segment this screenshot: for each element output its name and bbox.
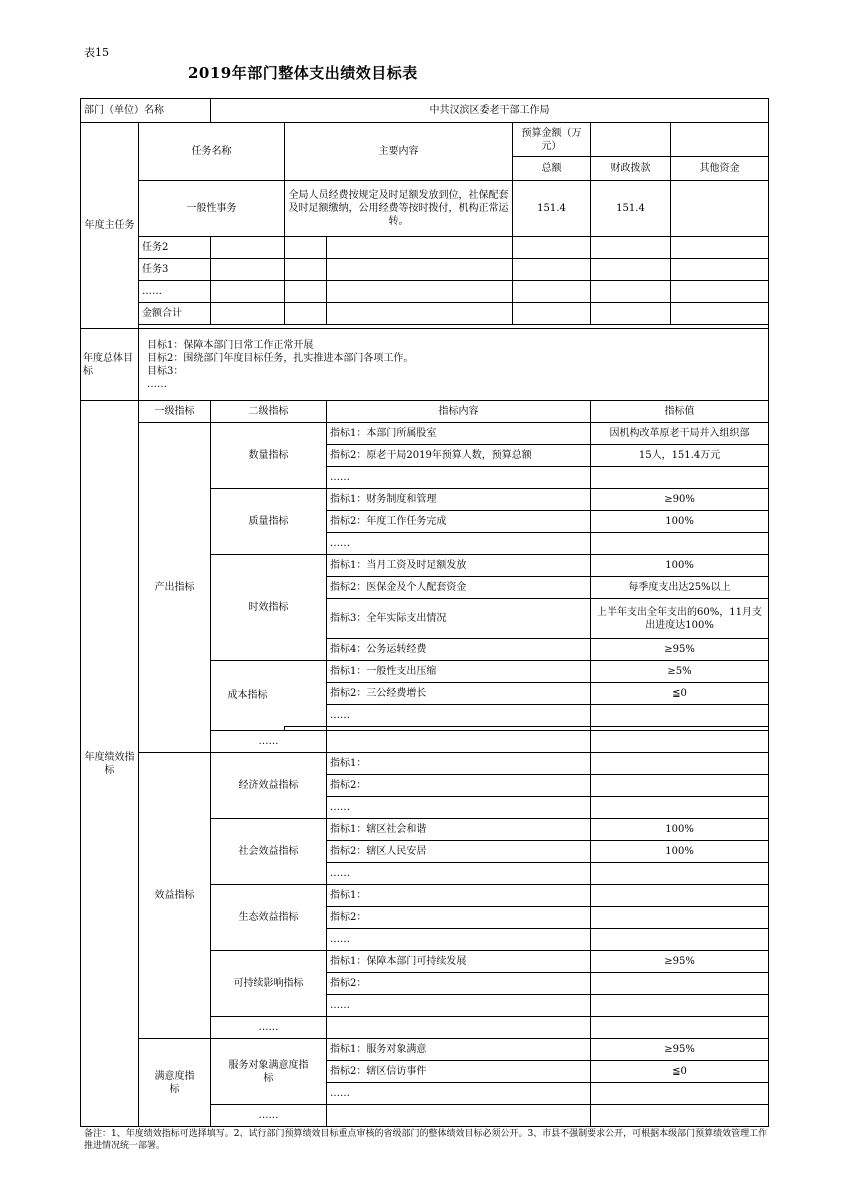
satisfaction-value-2: ≦0: [591, 1061, 769, 1083]
satisfaction-item-1: 指标1：服务对象满意: [327, 1039, 591, 1061]
timeliness-indicator: 时效指标: [211, 555, 327, 661]
quality-item-2: 指标2：年度工作任务完成: [327, 511, 591, 533]
cost-indicator: 成本指标: [211, 661, 285, 731]
satisfaction-indicator: 满意度指标: [139, 1039, 211, 1127]
quality-value-2: 100%: [591, 511, 769, 533]
level1-header: 一级指标: [139, 401, 211, 423]
level2-header: 二级指标: [211, 401, 327, 423]
timeliness-item-2: 指标2：医保金及个人配套资金: [327, 577, 591, 599]
quantity-item-2: 指标2：原老干局2019年预算人数，预算总额: [327, 445, 591, 467]
task-1-name: 一般性事务: [139, 181, 285, 237]
timeliness-item-3: 指标3：全年实际支出情况: [327, 599, 591, 639]
timeliness-value-2: 每季度支出达25%以上: [591, 577, 769, 599]
ecological-more: ……: [327, 929, 591, 951]
timeliness-value-4: ≥95%: [591, 639, 769, 661]
budget-header: 预算金额（万元）: [513, 123, 591, 157]
benefit-more: ……: [211, 1017, 327, 1039]
ecological-indicator: 生态效益指标: [211, 885, 327, 951]
timeliness-value-1: 100%: [591, 555, 769, 577]
task-2-label: 任务2: [139, 237, 211, 259]
economic-indicator: 经济效益指标: [211, 753, 327, 819]
satisfaction-more: ……: [327, 1083, 591, 1105]
quantity-value-2: 15人，151.4万元: [591, 445, 769, 467]
task-1-fiscal: 151.4: [591, 181, 671, 237]
satisfaction-item-2: 指标2：辖区信访事件: [327, 1061, 591, 1083]
social-more: ……: [327, 863, 591, 885]
satisfaction-value-1: ≥95%: [591, 1039, 769, 1061]
table-number: 表15: [84, 46, 109, 59]
timeliness-value-3: 上半年支出全年支出的60%，11月支出进度达100%: [591, 599, 769, 639]
cost-item-2: 指标2：三公经费增长: [327, 683, 591, 705]
dept-label: 部门（单位）名称: [81, 99, 211, 123]
cost-item-1: 指标1：一般性支出压缩: [327, 661, 591, 683]
dept-value: 中共汉滨区委老干部工作局: [211, 99, 769, 123]
other-header: 其他资金: [671, 157, 769, 181]
value-header: 指标值: [591, 401, 769, 423]
task-more: ……: [139, 281, 211, 303]
quality-value-1: ≥90%: [591, 489, 769, 511]
task-1-content: 全局人员经费按规定及时足额发放到位，社保配套及时足额缴纳，公用经费等按时拨付，机构正常运转。: [285, 181, 513, 237]
benefit-indicator: 效益指标: [139, 753, 211, 1039]
sustainable-indicator: 可持续影响指标: [211, 951, 327, 1017]
quantity-indicator: 数量指标: [211, 423, 327, 489]
amount-total-label: 金额合计: [139, 303, 211, 325]
ecological-item-2: 指标2：: [327, 907, 591, 929]
cost-value-1: ≥5%: [591, 661, 769, 683]
goal-1: 目标1：保障本部门日常工作正常开展: [147, 339, 314, 351]
task-3-label: 任务3: [139, 259, 211, 281]
ecological-item-1: 指标1：: [327, 885, 591, 907]
cost-more: ……: [327, 705, 591, 727]
sustainable-item-2: 指标2：: [327, 973, 591, 995]
footnote: 备注：1、年度绩效指标可选择填写。2、试行部门预算绩效目标重点审核的省级部门的整体绩效目标必须公开。3、市县不强制要求公开，可根据本级部门预算绩效管理工作推进情况统一部署。: [84, 1129, 768, 1151]
budget-header-blank-2: [671, 123, 769, 157]
social-item-1: 指标1：辖区社会和谐: [327, 819, 591, 841]
service-satisfaction-indicator: 服务对象满意度指标: [211, 1039, 327, 1105]
page-title: 2019年部门整体支出绩效目标表: [188, 64, 418, 82]
quality-indicator: 质量指标: [211, 489, 327, 555]
economic-more: ……: [327, 797, 591, 819]
performance-target-table: [80, 98, 769, 1127]
perf-indicator-label: 年度绩效指标: [81, 401, 139, 1127]
annual-tasks-label: 年度主任务: [81, 123, 139, 329]
sustainable-item-1: 指标1：保障本部门可持续发展: [327, 951, 591, 973]
output-more: ……: [211, 731, 327, 753]
task-1-total: 151.4: [513, 181, 591, 237]
task-name-header: 任务名称: [139, 123, 285, 181]
content-header: 指标内容: [327, 401, 591, 423]
timeliness-item-4: 指标4：公务运转经费: [327, 639, 591, 661]
timeliness-item-1: 指标1：当月工资及时足额发放: [327, 555, 591, 577]
quality-item-1: 指标1：财务制度和管理: [327, 489, 591, 511]
social-value-2: 100%: [591, 841, 769, 863]
economic-item-2: 指标2：: [327, 775, 591, 797]
budget-header-blank: [591, 123, 671, 157]
sustainable-more: ……: [327, 995, 591, 1017]
main-content-header: 主要内容: [285, 123, 513, 181]
goal-more: ……: [147, 378, 167, 390]
social-item-2: 指标2：辖区人民安居: [327, 841, 591, 863]
sustainable-value-1: ≥95%: [591, 951, 769, 973]
task-1-other: [671, 181, 769, 237]
social-indicator: 社会效益指标: [211, 819, 327, 885]
quantity-value-1: 因机构改革原老干局并入组织部: [591, 423, 769, 445]
goal-3: 目标3：: [147, 365, 184, 377]
satisfaction-extra: ……: [211, 1105, 327, 1127]
cost-value-2: ≦0: [591, 683, 769, 705]
total-header: 总额: [513, 157, 591, 181]
economic-item-1: 指标1：: [327, 753, 591, 775]
fiscal-header: 财政拨款: [591, 157, 671, 181]
quantity-more: ……: [327, 467, 591, 489]
goal-2: 目标2：围绕部门年度目标任务，扎实推进本部门各项工作。: [147, 352, 414, 364]
quality-more: ……: [327, 533, 591, 555]
social-value-1: 100%: [591, 819, 769, 841]
quantity-item-1: 指标1：本部门所属股室: [327, 423, 591, 445]
output-indicator: 产出指标: [139, 423, 211, 753]
overall-goal-label: 年度总体目标: [81, 329, 139, 401]
